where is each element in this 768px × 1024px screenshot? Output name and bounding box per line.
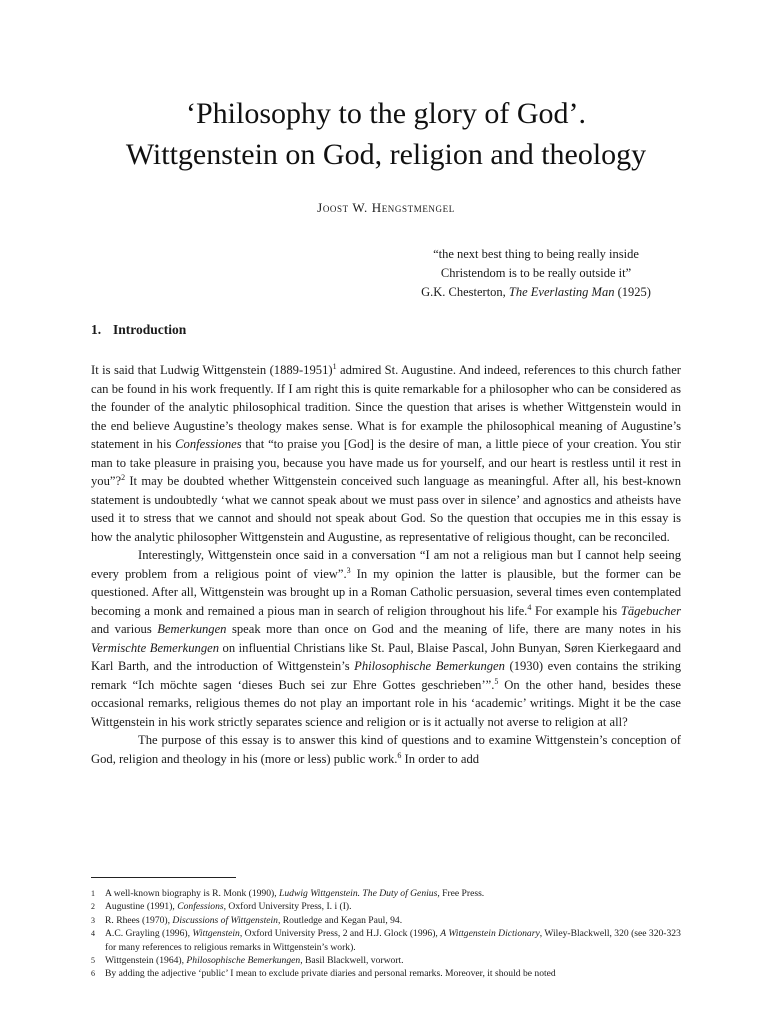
section-title: Introduction xyxy=(113,322,187,337)
body-text xyxy=(91,361,681,768)
paper-title xyxy=(91,93,681,175)
footnote-ref[interactable]: 5 xyxy=(494,676,499,686)
footnote-ref[interactable]: 3 xyxy=(346,565,351,575)
footnote-4: 4 A.C. Grayling (1996), Wittgenstein, Oxford University Press, 2 and H.J. Glock (1996), A Wittgenstein Dictionary, Wiley-Blackwell, 320 (see 320-323 for many references to religious remarks in Wittgenstein’s work). xyxy=(91,928,681,953)
footnote-ref[interactable]: 4 xyxy=(527,602,532,612)
footnote-1: 1 A well-known biography is R. Monk (1990), Ludwig Wittgenstein. The Duty of Genius, Free Press. xyxy=(91,888,485,899)
paragraph-1: It is said that Ludwig Wittgenstein (1889-1951)$^1$ admired St. Augustine. And indeed, references to this church father can be found in his work frequently. If I am right this is quite remarkable for a philosopher who can be considered as the founder of the analytic philosophical tradition. Since the question that arises is whether Wittgenstein would in the end believe Augustine’s theology makes sense. What is for example the philosophical meaning of Augustine’s statement in his Confessiones that “to praise you [God] is the desire of man, a little piece of your creation. You stir man to take pleasure in praising you, because you have made us for yourself, and our heart is restless until it rest in you”?$^2$ It may be doubted whether Wittgenstein conceived such language as meaningful. After all, his best-known statement is undoubtedly ‘what we cannot speak about we must pass over in silence’ and agnostics and atheists have used it to stress that we cannot and should not speak about God. So the question that occupies me in this essay is how the analytic philosopher Wittgenstein and Augustine, as representative of religious thought, can be reconciled. xyxy=(91,361,681,544)
paper-page xyxy=(91,0,681,1024)
epigraph-attribution: G.K. Chesterton, The Everlasting Man (1925) xyxy=(421,285,651,299)
footnote-ref[interactable]: 1 xyxy=(332,361,337,371)
author-name: Joost W. Hengstmengel xyxy=(317,200,455,215)
epigraph-line-1: “the next best thing to being really inside xyxy=(433,247,639,261)
footnote-ref[interactable]: 6 xyxy=(397,750,402,760)
footnotes xyxy=(91,887,681,981)
section-number: 1. xyxy=(91,322,102,337)
title-line-1: ‘Philosophy to the glory of God’. xyxy=(186,97,586,130)
paragraph-2: Interestingly, Wittgenstein once said in a conversation “I am not a religious man but I cannot help seeing every problem from a religious point of view”.$^3$ In my opinion the latter is plausible, but the former can be questioned. After all, Wittgenstein was brought up in a Roman Catholic persuasion, several times even contemplated becoming a monk and remained a pious man in search of religion throughout his life.$^4$ For example his Tägebucher and various Bemerkungen speak more than once on God and the meaning of life, there are many notes in his Vermischte Bemerkungen on influential Christians like St. Paul, Blaise Pascal, John Bunyan, Søren Kierkegaard and Karl Barth, and the introduction of Wittgenstein’s Philosophische Bemerkungen (1930) even contains the striking remark “Ich möchte sagen ‘dieses Buch sei zur Ehre Gottes geschrieben’”.$^5$ On the other hand, besides these occasional remarks, religious themes do not play an important role in his ‘academic’ writings. Might it be the case Wittgenstein in his work strictly separates science and religion or is it actually not averse to religion at all? xyxy=(91,548,682,729)
title-line-2: Wittgenstein on God, religion and theology xyxy=(125,138,647,171)
footnote-5: 5 Wittgenstein (1964), Philosophische Bemerkungen, Basil Blackwell, vorwort. xyxy=(91,955,404,967)
footnote-ref[interactable]: 2 xyxy=(121,472,126,482)
footnote-divider xyxy=(91,877,236,878)
footnote-2: 2 Augustine (1991), Confessions, Oxford University Press, I. i (I). xyxy=(91,901,352,913)
epigraph xyxy=(391,245,681,302)
footnote-6: 6 By adding the adjective ‘public’ I mean to exclude private diaries and personal remarks. Moreover, it should be noted xyxy=(91,968,556,980)
footnote-3: 3 R. Rhees (1970), Discussions of Wittgenstein, Routledge and Kegan Paul, 94. xyxy=(91,914,403,926)
paragraph-3: The purpose of this essay is to answer this kind of questions and to examine Wittgenstein’s conception of God, religion and theology in his (more or less) public work.$^6$ In order to add xyxy=(91,733,681,766)
section-heading xyxy=(91,322,186,338)
epigraph-line-2: Christendom is to be really outside it” xyxy=(440,266,632,280)
